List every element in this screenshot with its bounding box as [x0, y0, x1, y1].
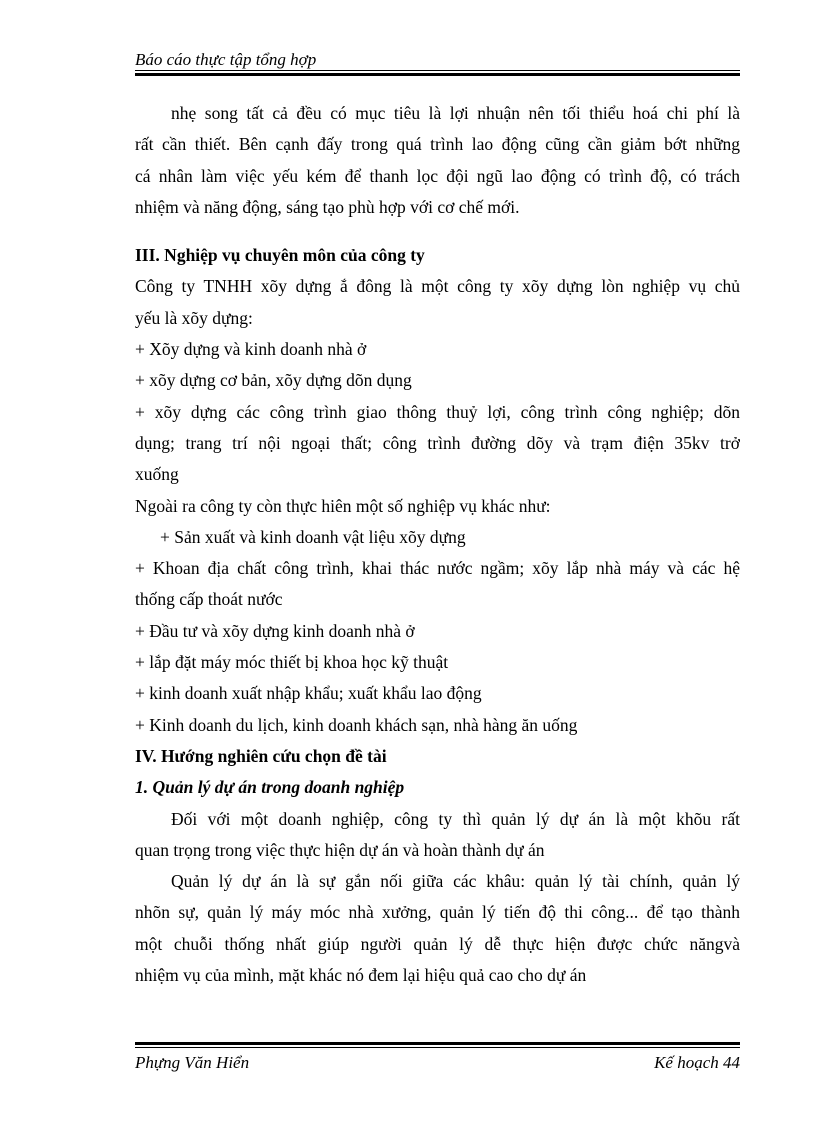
footer-author: Phựng Văn Hiển [135, 1053, 250, 1072]
list-item-continued: thống cấp thoát nước [135, 589, 283, 610]
section-heading: IV. Hướng nghiên cứu chọn đề tài [135, 745, 387, 766]
paragraph-line: Đối với một doanh nghiệp, công ty thì quản lý dự án là một khõu rất [171, 808, 740, 829]
paragraph-line: Ngoài ra công ty còn thực hiên một số nghiệp vụ khác như: [135, 495, 551, 516]
page-header [135, 50, 740, 76]
subsection-heading: 1. Quản lý dự án trong doanh nghiệp [135, 777, 405, 798]
paragraph-line: Quản lý dự án là sự gắn nối giữa các khâu: quản lý tài chính, quản lý [171, 871, 740, 892]
paragraph-line: Công ty TNHH xõy dựng ắ đông là một công ty xõy dựng lòn nghiệp vụ chủ [135, 276, 740, 297]
list-item: + Khoan địa chất công trình, khai thác nước ngầm; xõy lắp nhà máy và các hệ [135, 558, 740, 579]
page-body [135, 98, 740, 991]
list-item: + Kinh doanh du lịch, kinh doanh khách sạn, nhà hàng ăn uống [135, 714, 578, 735]
footer-row [135, 1052, 740, 1074]
paragraph-line: một chuỗi thống nhất giúp người quản lý dễ thực hiện được chức năngvà [135, 933, 740, 954]
paragraph-line: quan trọng trong việc thực hiện dự án và hoàn thành dự án [135, 839, 545, 860]
paragraph-line: nhõn sự, quản lý máy móc nhà xưởng, quản lý tiến độ thi công... để tạo thành [135, 902, 740, 923]
list-item: + xõy dựng các công trình giao thông thuỷ lợi, công trình công nghiệp; dõn [135, 401, 740, 422]
paragraph-line: rất cần thiết. Bên cạnh đấy trong quá trình lao động cũng cần giảm bớt những [135, 134, 740, 155]
list-item-continued: dụng; trang trí nội ngoại thất; công trình đường dõy và trạm điện 35kv trở [135, 432, 740, 453]
paragraph-line: nhiệm vụ của mình, mặt khác nó đem lại hiệu quả cao cho dự án [135, 965, 587, 986]
footer-rule-thick [135, 1042, 740, 1045]
footer-rule-thin [135, 1047, 740, 1048]
list-item: + kinh doanh xuất nhập khẩu; xuất khẩu lao động [135, 683, 482, 704]
header-rule-thin [135, 70, 740, 71]
paragraph-line: yếu là xõy dựng: [135, 307, 253, 328]
list-item: + lắp đặt máy móc thiết bị khoa học kỹ thuật [135, 652, 449, 673]
section-heading: III. Nghiệp vụ chuyên môn của công ty [135, 245, 425, 266]
footer-class-name: Kế hoạch 44 [654, 1053, 740, 1072]
list-item-continued: xuống [135, 464, 179, 485]
header-title: Báo cáo thực tập tổng hợp [135, 50, 317, 69]
paragraph-line: nhẹ song tất cả đều có mục tiêu là lợi nhuận nên tối thiểu hoá chi phí là [171, 103, 740, 123]
header-rule-thick [135, 73, 740, 76]
spacer [135, 223, 740, 240]
paragraph-line: nhiệm và năng động, sáng tạo phù hợp với cơ chế mới. [135, 196, 520, 217]
list-item: + Xõy dựng và kinh doanh nhà ở [135, 339, 367, 360]
list-item: + Đầu tư và xõy dựng kinh doanh nhà ở [135, 620, 415, 641]
paragraph-line: cá nhân làm việc yếu kém để thanh lọc đội ngũ lao động có trình độ, có trách [135, 165, 740, 186]
list-item: + xõy dựng cơ bản, xõy dựng dõn dụng [135, 370, 412, 391]
list-item: + Sản xuất và kinh doanh vật liệu xõy dựng [160, 526, 466, 547]
page-footer [135, 1042, 740, 1074]
